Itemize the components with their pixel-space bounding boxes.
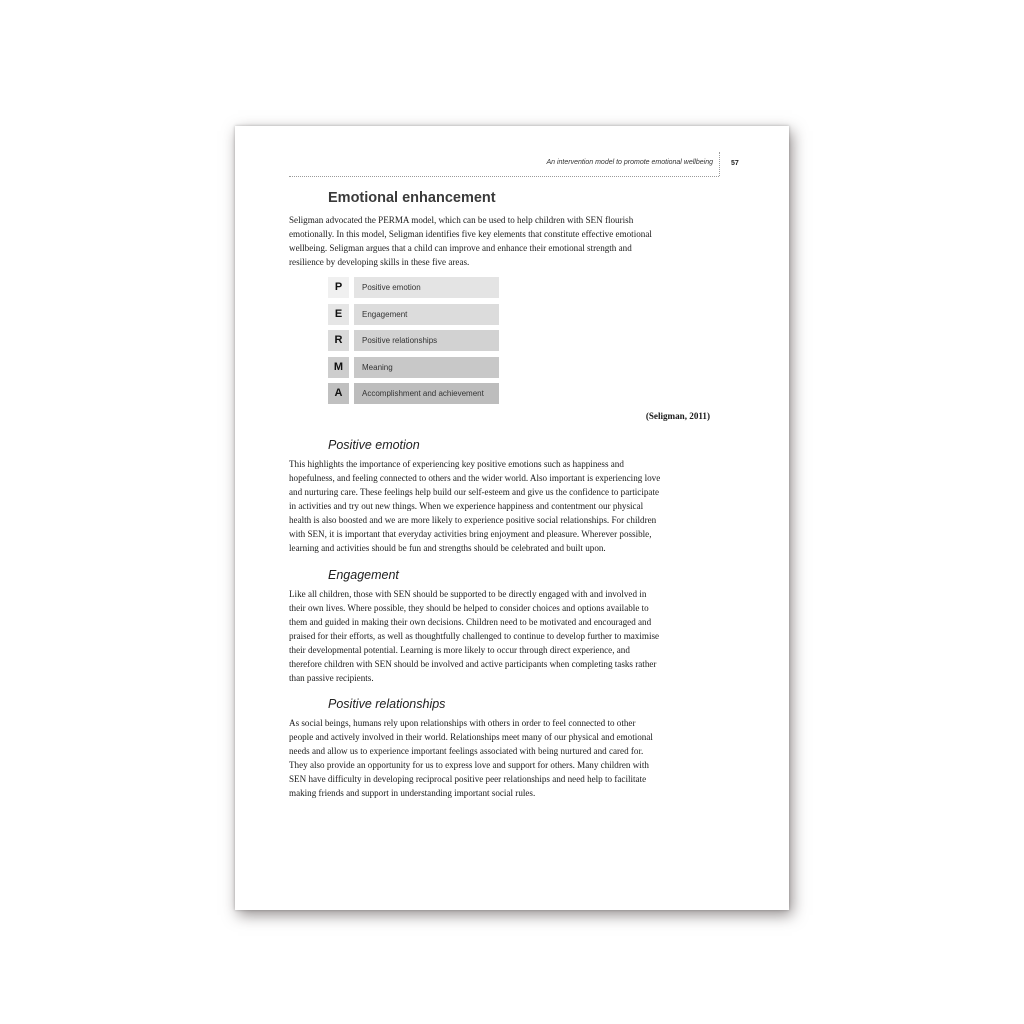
perma-label-positive-relationships: Positive relationships <box>354 330 499 351</box>
paragraph-line: with SEN, it is important that everyday activities bring enjoyment and pleasure. Wherever possible, <box>289 529 652 539</box>
intro-line: wellbeing. Seligman argues that a child can improve and enhance their emotional strength and <box>289 243 632 253</box>
paragraph-line: making friends and support in understanding important social rules. <box>289 788 536 798</box>
engagement-paragraph <box>289 587 719 685</box>
paragraph-line: their developmental potential. Learning is more likely to occur through direct experience, and <box>289 645 630 655</box>
paragraph-line: Like all children, those with SEN should be supported to be directly engaged with and involved in <box>289 589 647 599</box>
perma-row-r <box>328 330 500 351</box>
perma-label-meaning: Meaning <box>354 357 499 378</box>
perma-label-accomplishment: Accomplishment and achievement <box>354 383 499 404</box>
paragraph-line: learning and activities should be fun and strengths should be celebrated and built upon. <box>289 543 606 553</box>
running-head-rule <box>289 154 719 177</box>
perma-letter-r: R <box>328 330 349 351</box>
perma-label-engagement: Engagement <box>354 304 499 325</box>
page-number: 57 <box>731 160 739 167</box>
perma-label-positive-emotion: Positive emotion <box>354 277 499 298</box>
perma-row-e <box>328 304 500 325</box>
positive-emotion-paragraph <box>289 457 719 555</box>
subheading-positive-relationships: Positive relationships <box>328 697 446 711</box>
perma-diagram <box>328 277 500 410</box>
intro-line: emotionally. In this model, Seligman identifies five key elements that constitute effective emotional <box>289 229 652 239</box>
running-head-title: An intervention model to promote emotional wellbeing <box>546 159 713 166</box>
positive-relationships-paragraph <box>289 716 719 800</box>
perma-letter-m: M <box>328 357 349 378</box>
paragraph-line: needs and allow us to experience important feelings associated with being nurtured and cared for. <box>289 746 644 756</box>
paragraph-line: than passive recipients. <box>289 673 374 683</box>
paragraph-line: praised for their efforts, as well as thoughtfully challenged to continue to develop further to maximise <box>289 631 660 641</box>
running-head-separator <box>719 152 720 176</box>
book-page <box>235 126 789 910</box>
perma-row-m <box>328 357 500 378</box>
paragraph-line: As social beings, humans rely upon relationships with others in order to feel connected to other <box>289 718 636 728</box>
paragraph-line: health is also boosted and we are more likely to experience positive social relationships. For children <box>289 515 657 525</box>
perma-citation: (Seligman, 2011) <box>645 411 710 421</box>
paragraph-line: in activities and try out new things. When we experience happiness and contentment our physical <box>289 501 644 511</box>
paragraph-line: They also provide an opportunity for us to express love and support for others. Many children with <box>289 760 649 770</box>
paragraph-line: This highlights the importance of experiencing key positive emotions such as happiness and <box>289 459 624 469</box>
intro-line: resilience by developing skills in these five areas. <box>289 257 470 267</box>
paragraph-line: and nurturing care. These feelings help build our self-esteem and give us the confidence to participate <box>289 487 660 497</box>
paragraph-line: hopefulness, and feeling connected to others and the wider world. Also important is experiencing love <box>289 473 661 483</box>
paragraph-line: their own lives. Where possible, they should be helped to consider choices and options available to <box>289 603 649 613</box>
subheading-engagement: Engagement <box>328 568 399 582</box>
section-title: Emotional enhancement <box>328 190 496 206</box>
intro-paragraph <box>289 213 719 269</box>
intro-line: Seligman advocated the PERMA model, which can be used to help children with SEN flourish <box>289 215 634 225</box>
paragraph-line: them and guided in making their own decisions. Children need to be motivated and encouraged and <box>289 617 652 627</box>
paragraph-line: SEN have difficulty in developing reciprocal positive peer relationships and need help to facilitate <box>289 774 647 784</box>
perma-row-a <box>328 383 500 404</box>
paragraph-line: therefore children with SEN should be involved and active participants when completing tasks rather <box>289 659 657 669</box>
perma-letter-p: P <box>328 277 349 298</box>
perma-row-p <box>328 277 500 298</box>
perma-letter-e: E <box>328 304 349 325</box>
perma-letter-a: A <box>328 383 349 404</box>
paragraph-line: people and actively involved in their world. Relationships meet many of our physical and emotional <box>289 732 653 742</box>
subheading-positive-emotion: Positive emotion <box>328 438 420 452</box>
